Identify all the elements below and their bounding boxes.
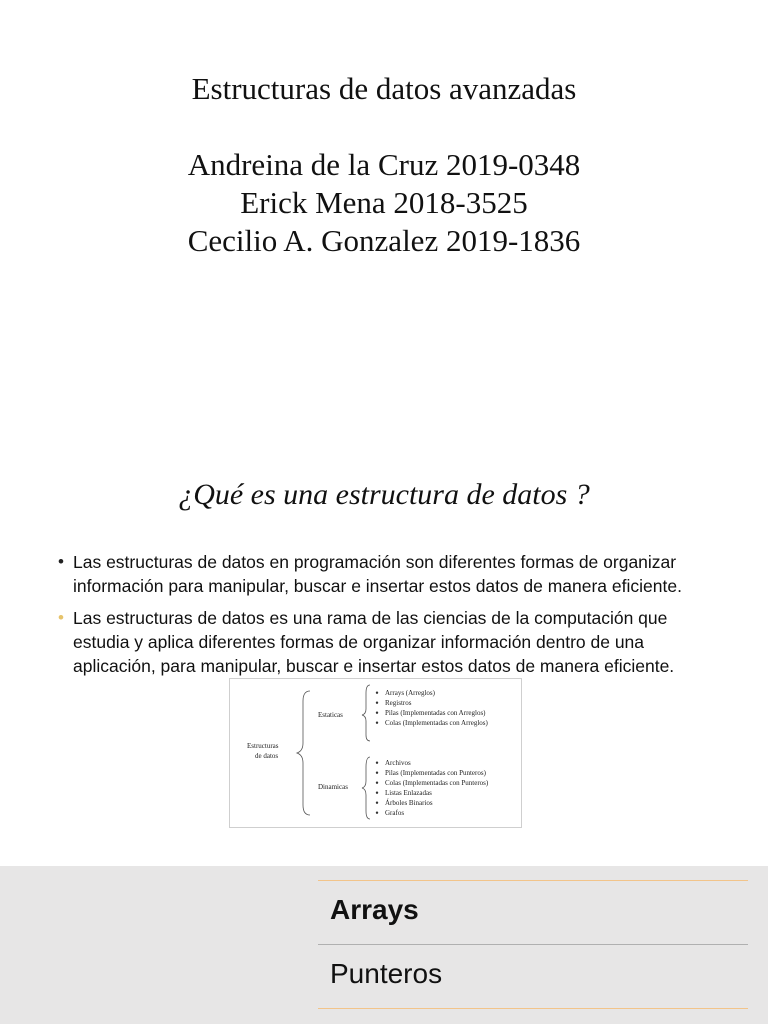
definition-slide (0, 430, 768, 866)
title-slide (0, 0, 768, 430)
diagram-item: Arrays (Arreglos) (385, 689, 435, 697)
diagram-bullet-icon (376, 772, 378, 774)
slide-heading: ¿Qué es una estructura de datos ? (178, 478, 590, 511)
author-line-2: Erick Mena 2018-3525 (240, 185, 528, 220)
bullet-list (58, 550, 718, 686)
diagram-item: Colas (Implementadas con Punteros) (385, 779, 489, 787)
topics-slide (0, 866, 768, 1024)
diagram-bullet-icon (376, 802, 378, 804)
diagram-bullet-icon (376, 722, 378, 724)
divider-rule (318, 944, 748, 945)
diagram-item: Registros (385, 699, 412, 707)
group-brace-icon (362, 685, 370, 741)
accent-rule (318, 880, 748, 881)
group-brace-icon (362, 757, 370, 819)
diagram-group-label-estaticas: Estaticas (318, 711, 343, 719)
bullet-icon: • (58, 608, 64, 627)
data-structures-diagram (229, 678, 522, 828)
diagram-group-label-dinamicas: Dinamicas (318, 783, 348, 791)
author-line-3: Cecilio A. Gonzalez 2019-1836 (187, 223, 581, 258)
bullet-text: Las estructuras de datos en programación son diferentes formas de organizar información para manipular, buscar e insertar estos datos de manera eficiente. (73, 552, 682, 596)
diagram-item: Grafos (385, 809, 405, 817)
diagram-bullet-icon (376, 762, 378, 764)
diagram-bullet-icon (376, 702, 378, 704)
bullet-item (58, 550, 718, 598)
root-brace-icon (297, 691, 310, 815)
presentation-title: Estructuras de datos avanzadas (191, 71, 577, 106)
accent-rule (318, 1008, 748, 1009)
diagram-bullet-icon (376, 782, 378, 784)
topic-punteros: Punteros (330, 958, 443, 989)
diagram-item: Colas (Implementadas con Arreglos) (385, 719, 488, 727)
topic-arrays: Arrays (330, 894, 419, 925)
diagram-item: Pilas (Implementadas con Arreglos) (385, 709, 486, 717)
diagram-item: Archivos (385, 759, 411, 767)
bullet-icon: • (58, 552, 64, 571)
diagram-item: Árboles Binarios (385, 799, 433, 807)
diagram-item: Pilas (Implementadas con Punteros) (385, 769, 486, 777)
bullet-item (58, 606, 718, 678)
diagram-item: Listas Enlazadas (385, 789, 432, 797)
diagram-bullet-icon (376, 812, 378, 814)
diagram-bullet-icon (376, 792, 378, 794)
diagram-root-line-1: Estructuras (247, 742, 279, 750)
author-line-1: Andreina de la Cruz 2019-0348 (187, 147, 581, 182)
diagram-bullet-icon (376, 692, 378, 694)
diagram-bullet-icon (376, 712, 378, 714)
diagram-root-line-2: de datos (255, 752, 279, 760)
bullet-text: Las estructuras de datos es una rama de las ciencias de la computación que estudia y aplica diferentes formas de organizar información dentro de una aplicación, para manipular, buscar e insertar estos datos de manera eficiente. (73, 608, 675, 676)
